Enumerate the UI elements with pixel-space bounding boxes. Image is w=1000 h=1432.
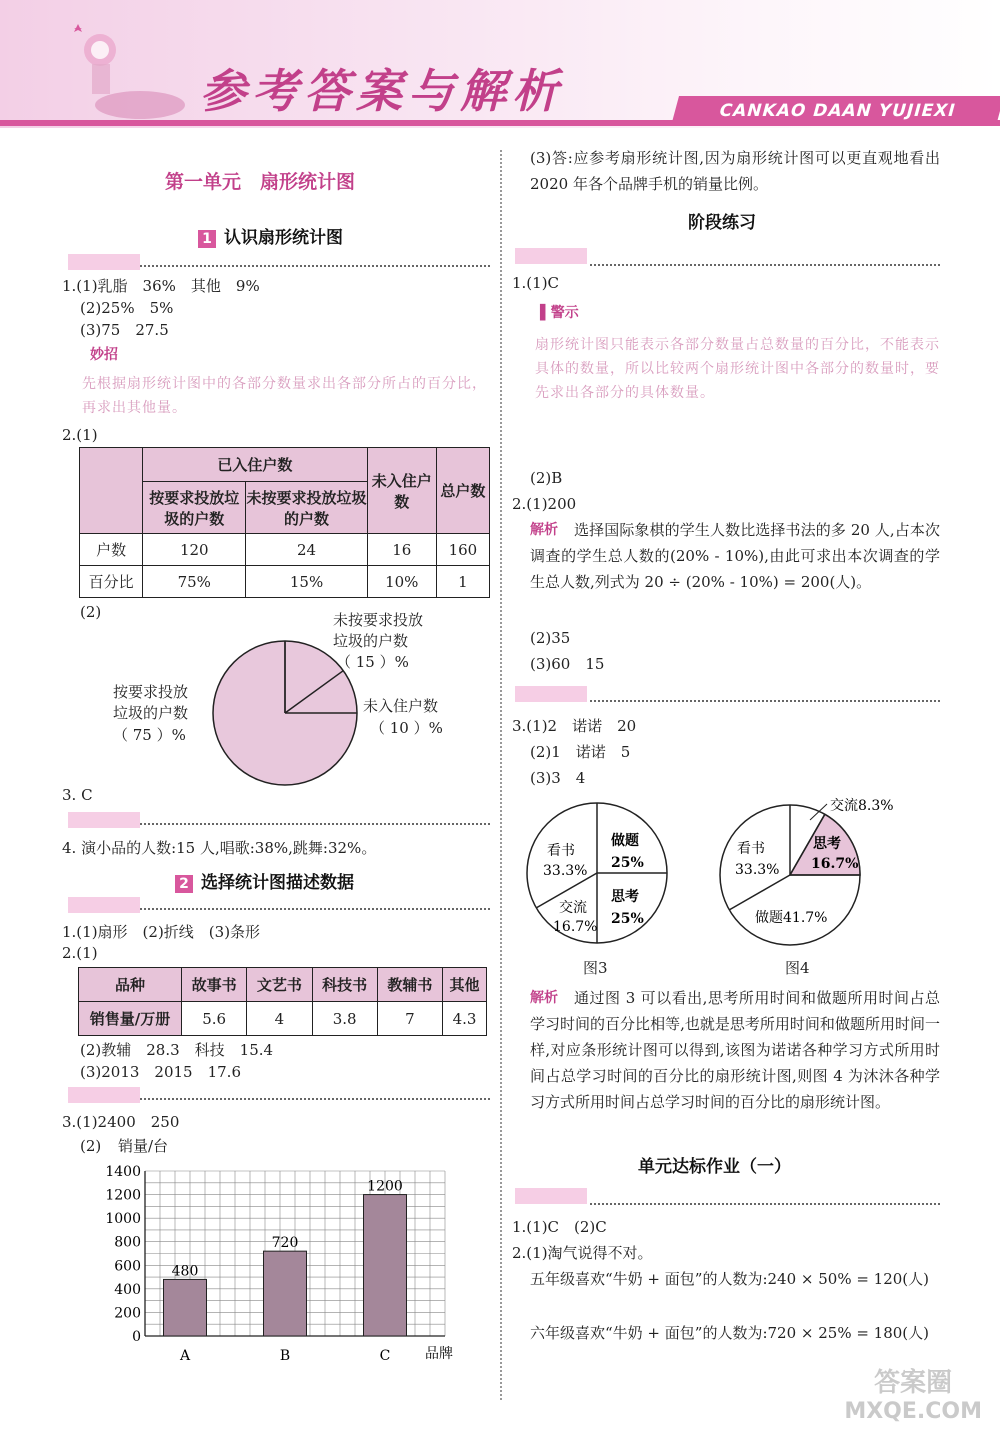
table-cell: 24 bbox=[246, 534, 367, 566]
pie4-label-kanshu: 看书 bbox=[737, 841, 765, 857]
pie1-label-unsorted-1: 未按要求投放 bbox=[333, 611, 424, 629]
bar-y-tick-label: 400 bbox=[114, 1281, 141, 1298]
answer-s2-1: 1.(1)扇形 (2)折线 (3)条形 bbox=[62, 923, 261, 941]
mascot-illustration bbox=[70, 20, 190, 120]
pie3-label-zuoti: 做题 bbox=[611, 833, 639, 849]
answer-s2-2-3: (3)2013 2015 17.6 bbox=[80, 1063, 241, 1081]
dotted-rule bbox=[140, 908, 490, 910]
header-title: 参考答案与解析 bbox=[200, 64, 564, 118]
table2-cell: 3.8 bbox=[312, 1002, 377, 1036]
header-total: 总户数 bbox=[436, 448, 489, 534]
stage-answer-3-1: 3.(1)2 诺诺 20 bbox=[512, 717, 637, 735]
row-label-percent: 百分比 bbox=[80, 566, 143, 598]
stage-analysis-2: 选择国际象棋的学生人数比选择书法的多 20 人,占本次调查的学生总人数的(20% - 10%),由此可求出本次调查的学生总人数,列式为 20 ÷ (20% - 10%) = 200(人)。 bbox=[530, 521, 940, 591]
table2-head-label: 品种 bbox=[79, 968, 182, 1002]
bar-x-tick-label: B bbox=[279, 1348, 291, 1364]
section-tag bbox=[515, 248, 587, 264]
pie-chart-fig4 bbox=[715, 790, 900, 950]
warning-text: 扇形统计图只能表示各部分数量占总数量的百分比，不能表示具体的数量，所以比较两个扇形统计图中各部分的数量时，要先求出各部分的具体数量。 bbox=[535, 337, 940, 401]
section1-number: 1 bbox=[198, 230, 216, 248]
table2-head: 其他 bbox=[443, 968, 487, 1002]
phone-sales-bar-chart bbox=[100, 1158, 480, 1368]
unit-answer-2-3: 六年级喜欢“牛奶 + 面包”的人数为:720 × 25% = 180(人) bbox=[530, 1324, 930, 1342]
page-header bbox=[0, 0, 1000, 135]
pie3-label-kanshu: 看书 bbox=[547, 843, 575, 859]
header-empty: 未入住户数 bbox=[367, 448, 436, 534]
bar bbox=[264, 1251, 307, 1336]
bar-data-label: 720 bbox=[271, 1235, 299, 1252]
unit-answer-2-1: 2.(1)淘气说得不对。 bbox=[512, 1244, 653, 1262]
stage-answer-2-1: 2.(1)200 bbox=[512, 495, 577, 513]
bar-x-tick-label: A bbox=[179, 1348, 191, 1364]
table2-head: 文艺书 bbox=[247, 968, 312, 1002]
bar-x-tick-label: C bbox=[379, 1348, 391, 1364]
answer-s2-3-2: (2) bbox=[80, 1137, 102, 1155]
table-cell: 120 bbox=[143, 534, 246, 566]
pie4-label-sikao: 思考 bbox=[813, 836, 841, 852]
answer-4: 4. 演小品的人数:15 人,唱歌:38%,跳舞:32%。 bbox=[62, 839, 377, 857]
pie3-value-zuoti: 25% bbox=[611, 855, 644, 871]
table2-cell: 4 bbox=[247, 1002, 312, 1036]
section2-title bbox=[175, 868, 354, 893]
stage-practice-title: 阶段练习 bbox=[688, 213, 756, 233]
stage-answer-3-3: (3)3 4 bbox=[530, 769, 586, 787]
watermark-line2: MXQE.COM bbox=[844, 1399, 982, 1424]
answer-2-2-label: (2) bbox=[80, 603, 102, 621]
answer-3-3-text: (3)答:应参考扇形统计图,因为扇形统计图可以更直观地看出 2020 年各个品牌手机的销量比例。 bbox=[530, 149, 940, 193]
households-table bbox=[79, 447, 490, 598]
answer-1-2: (2)25% 5% bbox=[80, 299, 174, 317]
section-tag bbox=[68, 254, 140, 270]
table2-cell: 7 bbox=[377, 1002, 442, 1036]
analysis-label-2: 解析 bbox=[530, 990, 558, 1006]
warning-icon: ▌ bbox=[540, 305, 551, 321]
bar-y-tick-label: 800 bbox=[114, 1234, 141, 1251]
book-sales-table bbox=[78, 967, 487, 1036]
unit-answer-2-2: 五年级喜欢“牛奶 + 面包”的人数为:240 × 50% = 120(人) bbox=[530, 1270, 930, 1288]
section2-number: 2 bbox=[175, 875, 193, 893]
bar-y-tick-label: 1400 bbox=[105, 1164, 141, 1180]
stage-answer-2-3: (3)60 15 bbox=[530, 655, 605, 673]
table-cell: 10% bbox=[367, 566, 436, 598]
pie4-caption: 图4 bbox=[785, 959, 810, 977]
header-unsorted: 未按要求投放垃圾的户数 bbox=[246, 482, 367, 534]
row-label-count: 户数 bbox=[80, 534, 143, 566]
bar bbox=[164, 1279, 207, 1336]
pie1-label-empty-2: （ 10 ）% bbox=[370, 719, 443, 737]
bar-data-label: 1200 bbox=[367, 1178, 403, 1195]
bar-y-tick-label: 200 bbox=[114, 1305, 141, 1322]
table-cell: 15% bbox=[246, 566, 367, 598]
table2-head: 故事书 bbox=[182, 968, 247, 1002]
section-tag bbox=[515, 686, 587, 702]
answer-s2-3-1: 3.(1)2400 250 bbox=[62, 1113, 180, 1131]
table2-head: 教辅书 bbox=[377, 968, 442, 1002]
pie-chart-fig3 bbox=[525, 795, 675, 950]
answer-1-1: 1.(1)乳脂 36% 其他 9% bbox=[62, 277, 260, 295]
section-tag bbox=[515, 1188, 587, 1204]
bar bbox=[364, 1195, 407, 1336]
column-divider bbox=[500, 150, 502, 1400]
warning-label bbox=[540, 303, 579, 323]
pie1-label-unsorted-2: 垃圾的户数 bbox=[333, 632, 409, 650]
analysis-label-1: 解析 bbox=[530, 522, 558, 538]
pie3-value-kanshu: 33.3% bbox=[543, 863, 588, 879]
header-pinyin: CANKAO DAAN YUJIEXI bbox=[671, 96, 1000, 126]
header-sorted: 按要求投放垃圾的户数 bbox=[143, 482, 246, 534]
pie1-label-sorted-3: （ 75 ）% bbox=[113, 726, 186, 744]
pie1-label-sorted-1: 按要求投放 bbox=[113, 683, 189, 701]
section-tag bbox=[68, 897, 140, 913]
dotted-rule bbox=[140, 265, 490, 267]
section-tag bbox=[68, 1087, 140, 1103]
section-tag bbox=[68, 812, 140, 828]
answer-1-3: (3)75 27.5 bbox=[80, 321, 169, 339]
table-corner bbox=[80, 448, 143, 534]
table-cell: 75% bbox=[143, 566, 246, 598]
pie3-value-sikao: 25% bbox=[611, 911, 644, 927]
bar-y-tick-label: 0 bbox=[132, 1329, 141, 1345]
watermark-logo bbox=[844, 1362, 982, 1424]
pie3-value-jiaoliu: 16.7% bbox=[553, 919, 598, 935]
table2-cell: 5.6 bbox=[182, 1002, 247, 1036]
stage-answer-2-2: (2)35 bbox=[530, 629, 571, 647]
bar-x-axis-label: 品牌 bbox=[425, 1346, 453, 1362]
pie3-label-sikao: 思考 bbox=[611, 889, 639, 905]
pie1-label-sorted-2: 垃圾的户数 bbox=[113, 704, 189, 722]
pie4-label-zuoti: 做题41.7% bbox=[755, 910, 828, 926]
bar-data-label: 480 bbox=[171, 1263, 199, 1280]
answer-s2-2-label: 2.(1) bbox=[62, 944, 98, 962]
pie3-label-jiaoliu: 交流 bbox=[559, 900, 587, 916]
section1-title-text: 认识扇形统计图 bbox=[224, 228, 343, 248]
pie4-label-jiaoliu: 交流8.3% bbox=[830, 798, 894, 814]
dotted-rule bbox=[140, 1098, 490, 1100]
unit-answer-1: 1.(1)C (2)C bbox=[512, 1218, 607, 1236]
pie4-value-sikao: 16.7% bbox=[811, 856, 859, 872]
header-occupied: 已入住户数 bbox=[143, 448, 368, 482]
table-cell: 1 bbox=[436, 566, 489, 598]
answer-3: 3. C bbox=[62, 786, 93, 804]
section1-title bbox=[198, 223, 343, 248]
answer-s2-2-2: (2)教辅 28.3 科技 15.4 bbox=[80, 1041, 274, 1059]
tip-label: 妙招 bbox=[90, 347, 118, 363]
unit-title: 第一单元 扇形统计图 bbox=[165, 171, 356, 193]
section2-title-text: 选择统计图描述数据 bbox=[201, 873, 354, 893]
pie4-value-kanshu: 33.3% bbox=[735, 862, 780, 878]
dotted-rule bbox=[590, 264, 940, 266]
bar-chart-ylabel: 销量/台 bbox=[118, 1137, 169, 1155]
warning-label-text: 警示 bbox=[550, 305, 579, 321]
answer-2-label: 2.(1) bbox=[62, 426, 98, 444]
table2-row-label: 销售量/万册 bbox=[79, 1002, 182, 1036]
watermark-line1: 答案圈 bbox=[874, 1368, 953, 1398]
dotted-rule bbox=[590, 700, 940, 702]
pie1-label-unsorted-3: （ 15 ）% bbox=[336, 653, 409, 671]
dotted-rule bbox=[590, 1203, 940, 1205]
stage-answer-1-1: 1.(1)C bbox=[512, 274, 560, 292]
unit-test-title: 单元达标作业（一） bbox=[638, 1157, 791, 1177]
table-cell: 160 bbox=[436, 534, 489, 566]
bar-y-tick-label: 1000 bbox=[105, 1211, 141, 1228]
stage-answer-3-2: (2)1 诺诺 5 bbox=[530, 743, 631, 761]
pie1-label-empty-1: 未入住户数 bbox=[363, 697, 439, 715]
table2-head: 科技书 bbox=[312, 968, 377, 1002]
pie3-caption: 图3 bbox=[583, 959, 608, 977]
bar-y-tick-label: 600 bbox=[114, 1258, 141, 1275]
stage-analysis-3: 通过图 3 可以看出,思考所用时间和做题所用时间占总学习时间的百分比相等,也就是思考所用时间和做题所用时间一样,对应条形统计图可以得到,该图为诺诺各种学习方式所用时间占总学习时间的百分比的扇形统计图,则图 4 为沐沐各种学习方式所用时间占总学习时间的百分比的扇形统计图。 bbox=[530, 989, 940, 1111]
table2-cell: 4.3 bbox=[443, 1002, 487, 1036]
stage-answer-1-2: (2)B bbox=[530, 469, 563, 487]
table-cell: 16 bbox=[367, 534, 436, 566]
tip-text: 先根据扇形统计图中的各部分数量求出各部分所占的百分比，再求出其他量。 bbox=[82, 376, 487, 416]
bar-y-tick-label: 1200 bbox=[105, 1187, 141, 1204]
dotted-rule bbox=[140, 823, 490, 825]
